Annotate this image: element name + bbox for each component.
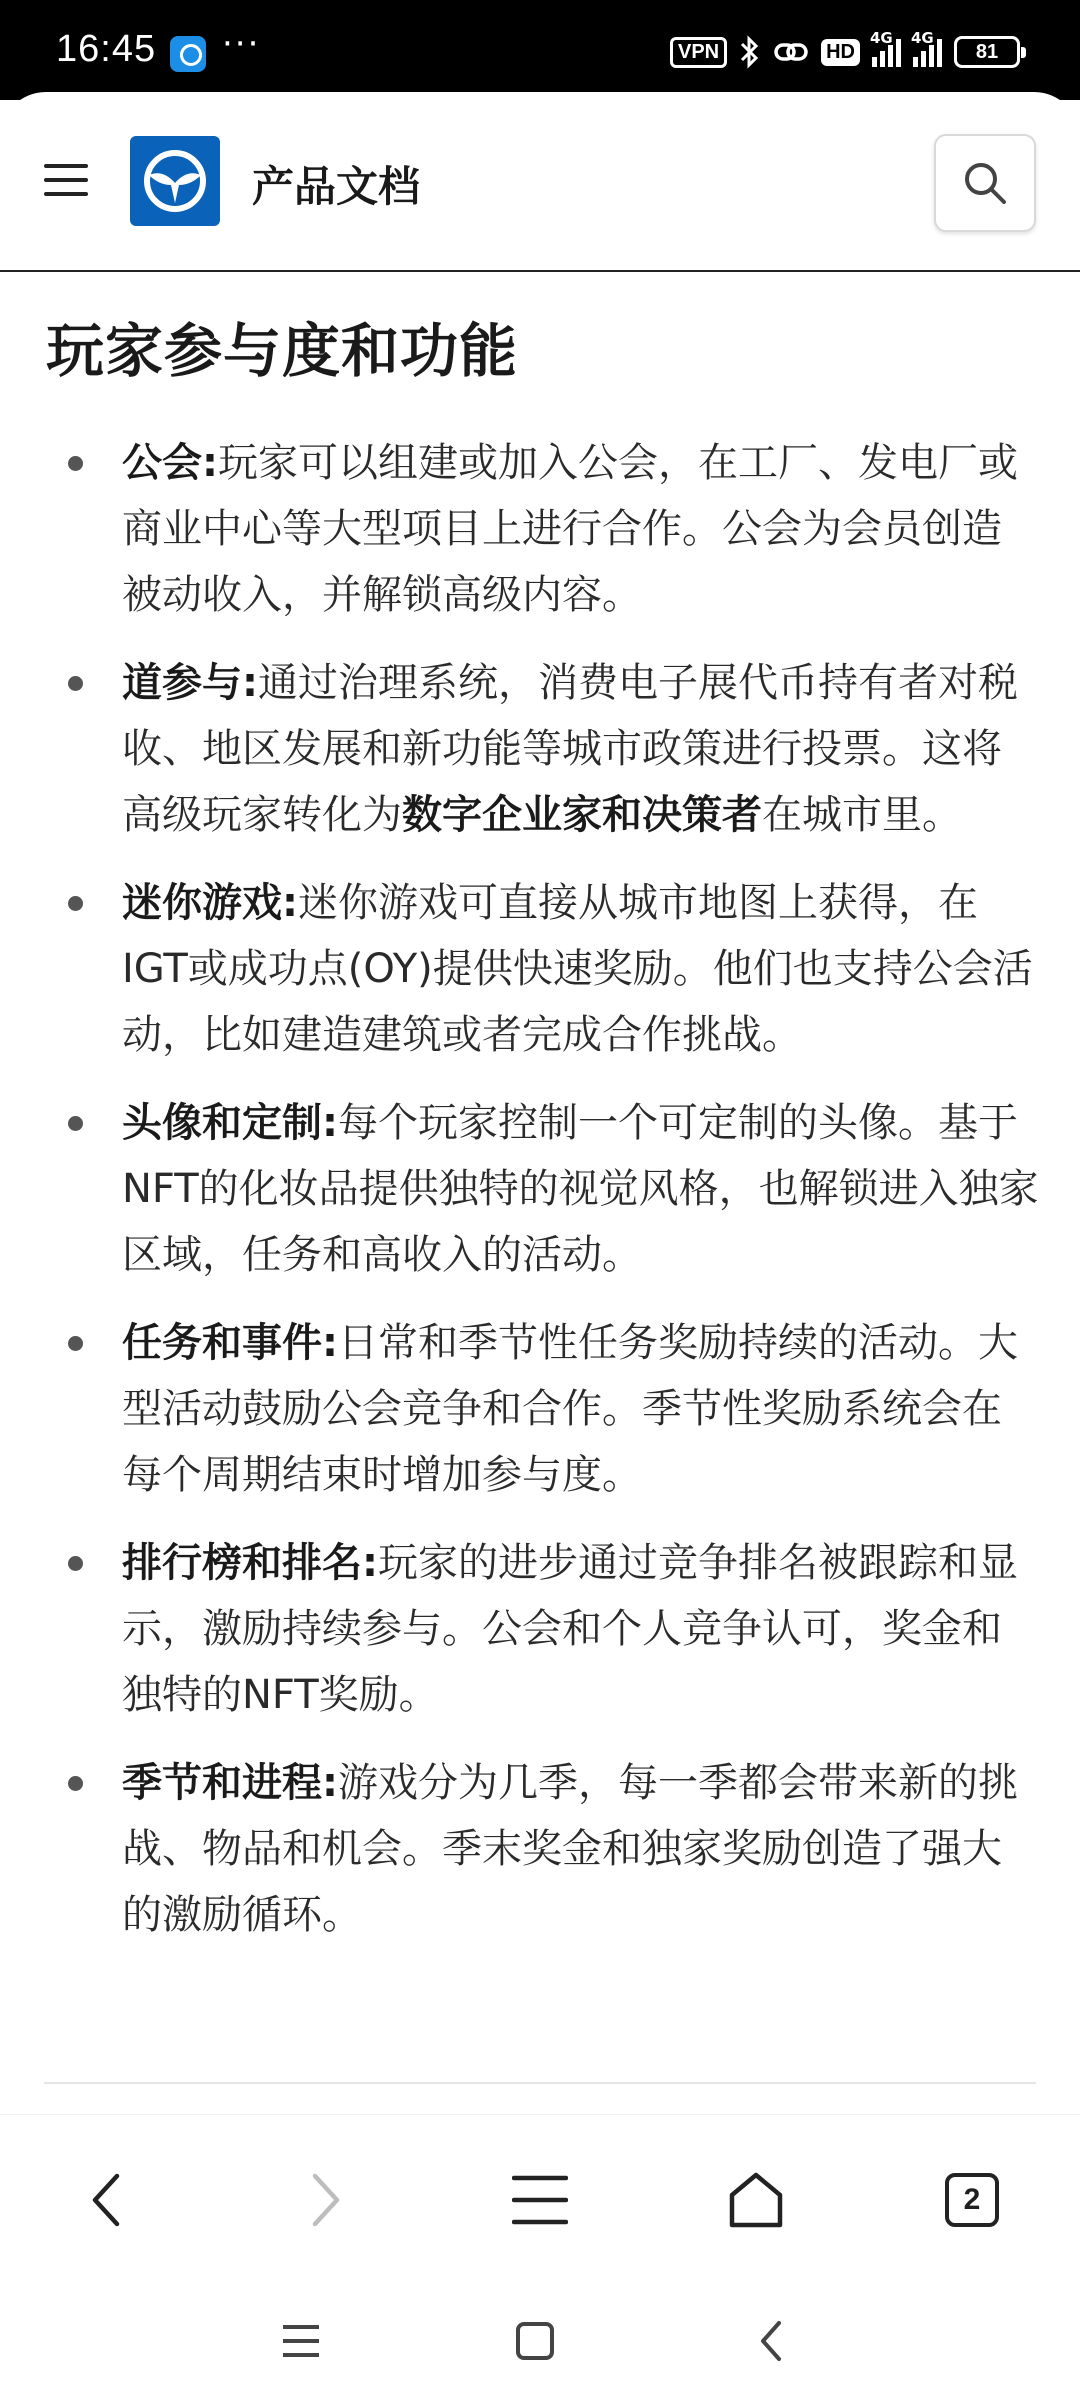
signal-icon-1: 4G — [872, 37, 901, 67]
back-icon — [87, 2170, 127, 2230]
battery-icon — [954, 36, 1020, 68]
list-item — [0, 1750, 1080, 1948]
back-icon — [757, 2319, 785, 2363]
list-item — [0, 430, 1080, 628]
search-button[interactable] — [934, 134, 1036, 232]
app-notification-icon — [170, 36, 206, 72]
vpn-icon: VPN — [670, 37, 727, 68]
home-icon — [726, 2171, 786, 2229]
item-text: 游戏分为几季，每一季都会带来新的挑战、物品和机会。季末奖金和独家奖励创造了强大的激励循环。 — [122, 1760, 1018, 1938]
browser-forward-button[interactable] — [280, 2155, 370, 2245]
browser-home-button[interactable] — [711, 2155, 801, 2245]
app-header — [0, 92, 1080, 272]
forward-icon — [305, 2170, 345, 2230]
browser-menu-button[interactable] — [495, 2155, 585, 2245]
recents-icon — [281, 2323, 321, 2359]
list-item — [0, 1310, 1080, 1508]
browser-toolbar — [0, 2114, 1080, 2284]
system-navigation-bar — [0, 2284, 1080, 2400]
home-icon — [515, 2321, 555, 2361]
more-notifications-icon: ··· — [222, 24, 261, 64]
item-text-tail: 在城市里。 — [762, 792, 962, 838]
status-indicators — [670, 30, 1020, 74]
bullet-icon — [68, 676, 83, 691]
system-home-button[interactable] — [500, 2306, 570, 2376]
list-item — [0, 1090, 1080, 1288]
item-emphasis: 数字企业家和决策者 — [402, 792, 762, 838]
item-label: 头像和定制: — [122, 1100, 338, 1146]
system-back-button[interactable] — [736, 2306, 806, 2376]
article-content — [0, 272, 1080, 2112]
item-label: 迷你游戏: — [122, 880, 298, 926]
bullet-icon — [68, 896, 83, 911]
tabs-icon: 2 — [945, 2173, 999, 2227]
list-item — [0, 650, 1080, 848]
bullet-icon — [68, 1776, 83, 1791]
item-text: 通过治理系统，消费电子展代币持有者对税收、地区发展和新功能等城市政策进行投票。这将高级玩家转化为 — [122, 660, 1018, 838]
whale-tail-logo[interactable] — [130, 136, 220, 226]
site-title[interactable]: 产品文档 — [252, 162, 421, 211]
item-label: 道参与: — [122, 660, 258, 706]
bullet-icon — [68, 1116, 83, 1131]
item-text: 玩家的进步通过竞争排名被跟踪和显示，激励持续参与。公会和个人竞争认可，奖金和独特的NFT奖励。 — [122, 1540, 1018, 1718]
bullet-icon — [68, 1336, 83, 1351]
item-label: 公会: — [122, 440, 218, 486]
list-item — [0, 870, 1080, 1068]
bluetooth-icon — [739, 35, 761, 69]
item-text: 日常和季节性任务奖励持续的活动。大型活动鼓励公会竞争和合作。季节性奖励系统会在每个周期结束时增加参与度。 — [122, 1320, 1018, 1498]
section-divider — [44, 2082, 1036, 2084]
item-text: 迷你游戏可直接从城市地图上获得，在IGT或成功点(OY)提供快速奖励。他们也支持公会活动，比如建造建筑或者完成合作挑战。 — [122, 880, 1033, 1058]
item-text: 玩家可以组建或加入公会，在工厂、发电厂或商业中心等大型项目上进行合作。公会为会员创造被动收入，并解锁高级内容。 — [122, 440, 1018, 618]
hotspot-link-icon — [773, 37, 809, 67]
item-label: 季节和进程: — [122, 1760, 338, 1806]
item-text: 每个玩家控制一个可定制的头像。基于NFT的化妆品提供独特的视觉风格，也解锁进入独家区域，任务和高收入的活动。 — [122, 1100, 1039, 1278]
tabs-button[interactable] — [927, 2155, 1017, 2245]
item-label: 任务和事件: — [122, 1320, 338, 1366]
browser-back-button[interactable] — [62, 2155, 152, 2245]
status-time: 16:45 — [56, 28, 157, 70]
recents-button[interactable] — [266, 2306, 336, 2376]
bullet-icon — [68, 456, 83, 471]
item-label: 排行榜和排名: — [122, 1540, 378, 1586]
page-title: 玩家参与度和功能 — [46, 317, 519, 385]
menu-icon — [512, 2173, 568, 2227]
hd-voice-icon: HD — [821, 39, 860, 66]
hamburger-menu-icon[interactable] — [44, 160, 88, 200]
status-bar — [0, 0, 1080, 100]
battery-level: 81 — [975, 40, 999, 63]
feature-list — [0, 430, 1080, 1970]
search-icon — [962, 160, 1008, 206]
signal-icon-2: 4G — [913, 37, 942, 67]
bullet-icon — [68, 1556, 83, 1571]
list-item — [0, 1530, 1080, 1728]
